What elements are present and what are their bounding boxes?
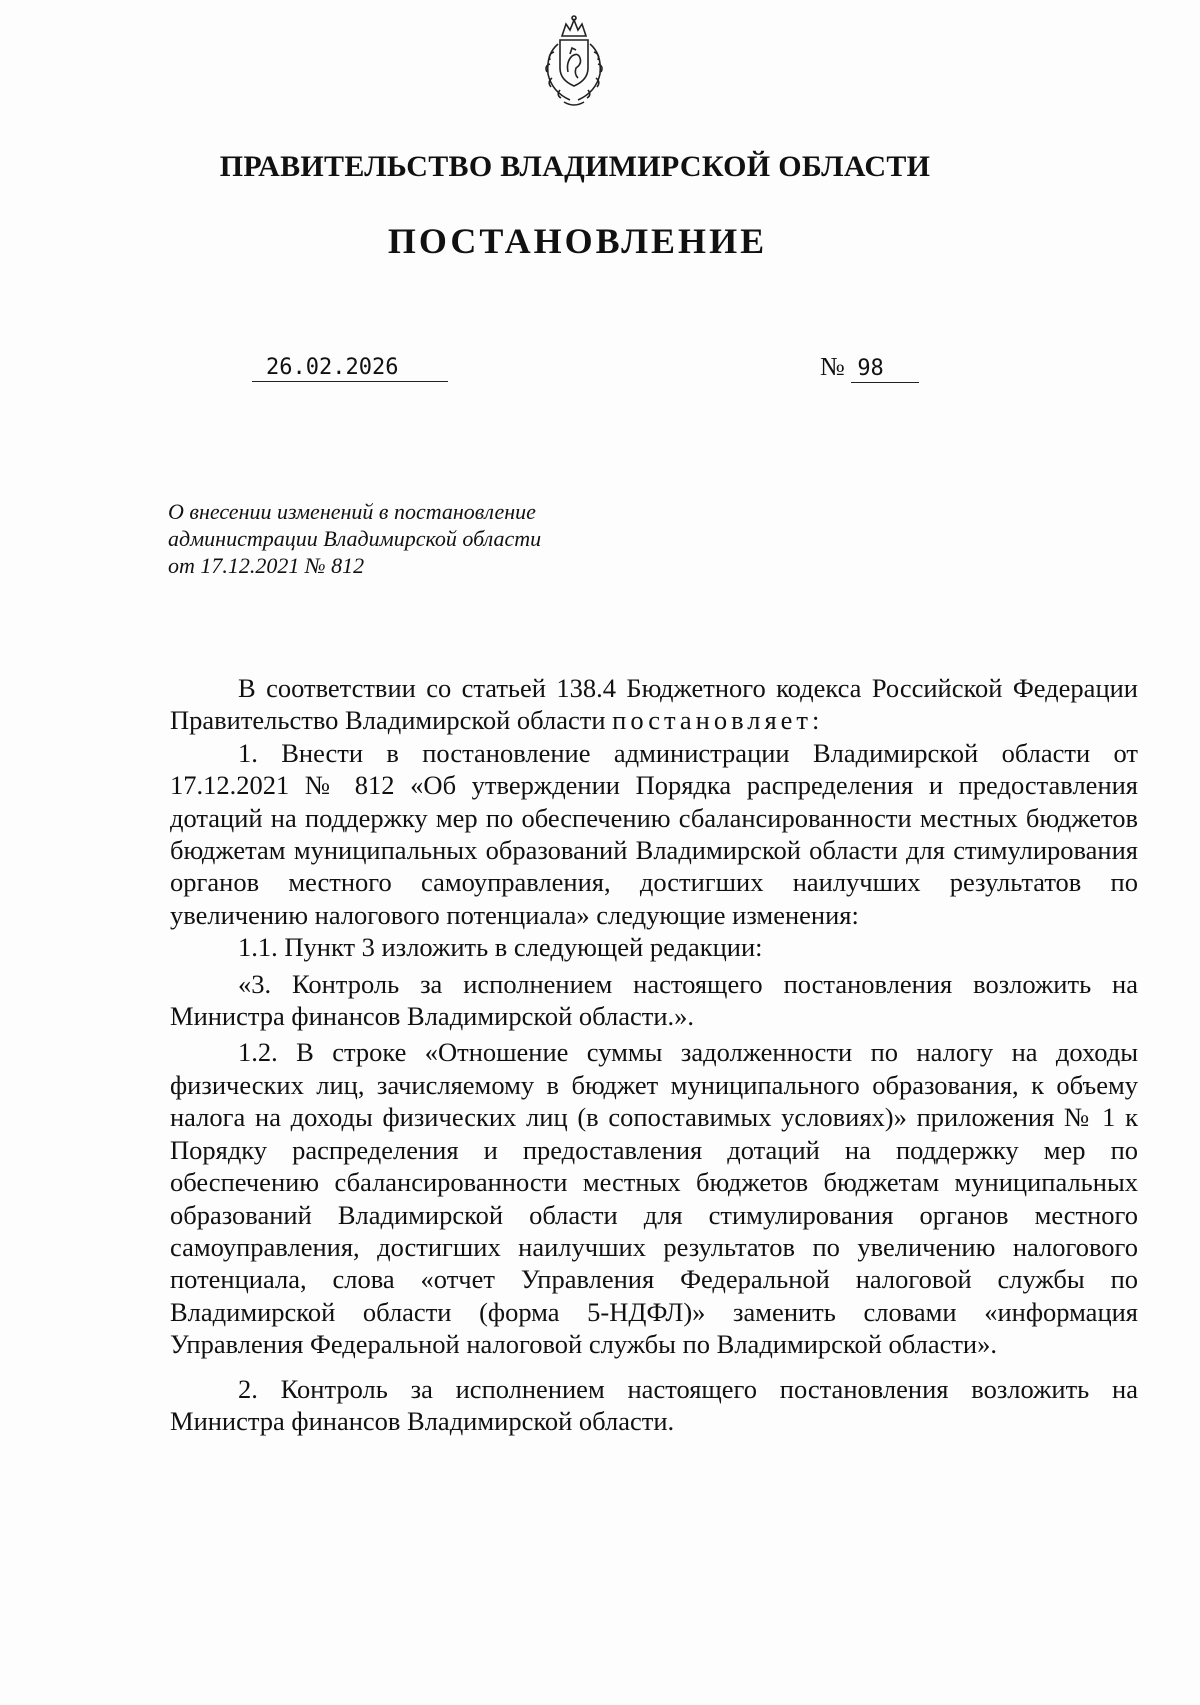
government-title: ПРАВИТЕЛЬСТВО ВЛАДИМИРСКОЙ ОБЛАСТИ — [219, 150, 931, 183]
paragraph-1-1-quote: «3. Контроль за исполнением настоящего постановления возложить на Министра финансов Владимирской области.». — [170, 968, 1138, 1032]
paragraph-1: 1. Внести в постановление администрации Владимирской области от 17.12.2021 № 812 «Об утверждении Порядка распределения и предоставления дотаций на поддержку мер по обеспечению сбалансированности местных бюджетов бюджетам муниципальных образований Владимирской области для стимулирования органов местного самоуправления, достигших наилучших результатов по увеличению налогового потенциала» следующие изменения: — [170, 737, 1138, 930]
paragraph-1-1: 1.1. Пункт 3 изложить в следующей редакции: — [238, 932, 763, 963]
intro-text: В соответствии со статьей 138.4 Бюджетного кодекса Российской Федерации Правительство Владимирской области — [170, 673, 1138, 736]
number-value: 98 — [851, 356, 919, 383]
intro-colon: : — [812, 705, 820, 736]
resolves-word: постановляет — [612, 705, 813, 736]
subject-line: от 17.12.2021 № 812 — [168, 553, 365, 578]
paragraph-1-2: 1.2. В строке «Отношение суммы задолженности по налогу на доходы физических лиц, зачисляемому в бюджет муниципального образования, к объему налога на доходы физических лиц (в сопоставимых условиях)» приложения № 1 к Порядку распределения и предоставления дотаций на поддержку мер по обеспечению сбалансированности местных бюджетов бюджетам муниципальных образований Владимирской области для стимулирования органов местного самоуправления, достигших наилучших результатов по увеличению налогового потенциала, слова «отчет Управления Федеральной налоговой службы по Владимирской области (форма 5-НДФЛ)» заменить словами «информация Управления Федеральной налоговой службы по Владимирской области». — [170, 1037, 1138, 1360]
number-sign: № — [820, 352, 845, 381]
subject-line: администрации Владимирской области — [168, 526, 542, 551]
coat-of-arms-icon — [536, 14, 612, 110]
document-type-title: ПОСТАНОВЛЕНИЕ — [387, 221, 768, 261]
document-subject — [168, 498, 541, 579]
intro-paragraph — [170, 672, 1138, 737]
document-number — [820, 352, 919, 383]
document-date: 26.02.2026 — [252, 355, 448, 382]
document-body — [170, 672, 1138, 1437]
subject-line: О внесении изменений в постановление — [168, 499, 536, 524]
paragraph-2: 2. Контроль за исполнением настоящего постановления возложить на Министра финансов Владимирской области. — [170, 1373, 1138, 1436]
